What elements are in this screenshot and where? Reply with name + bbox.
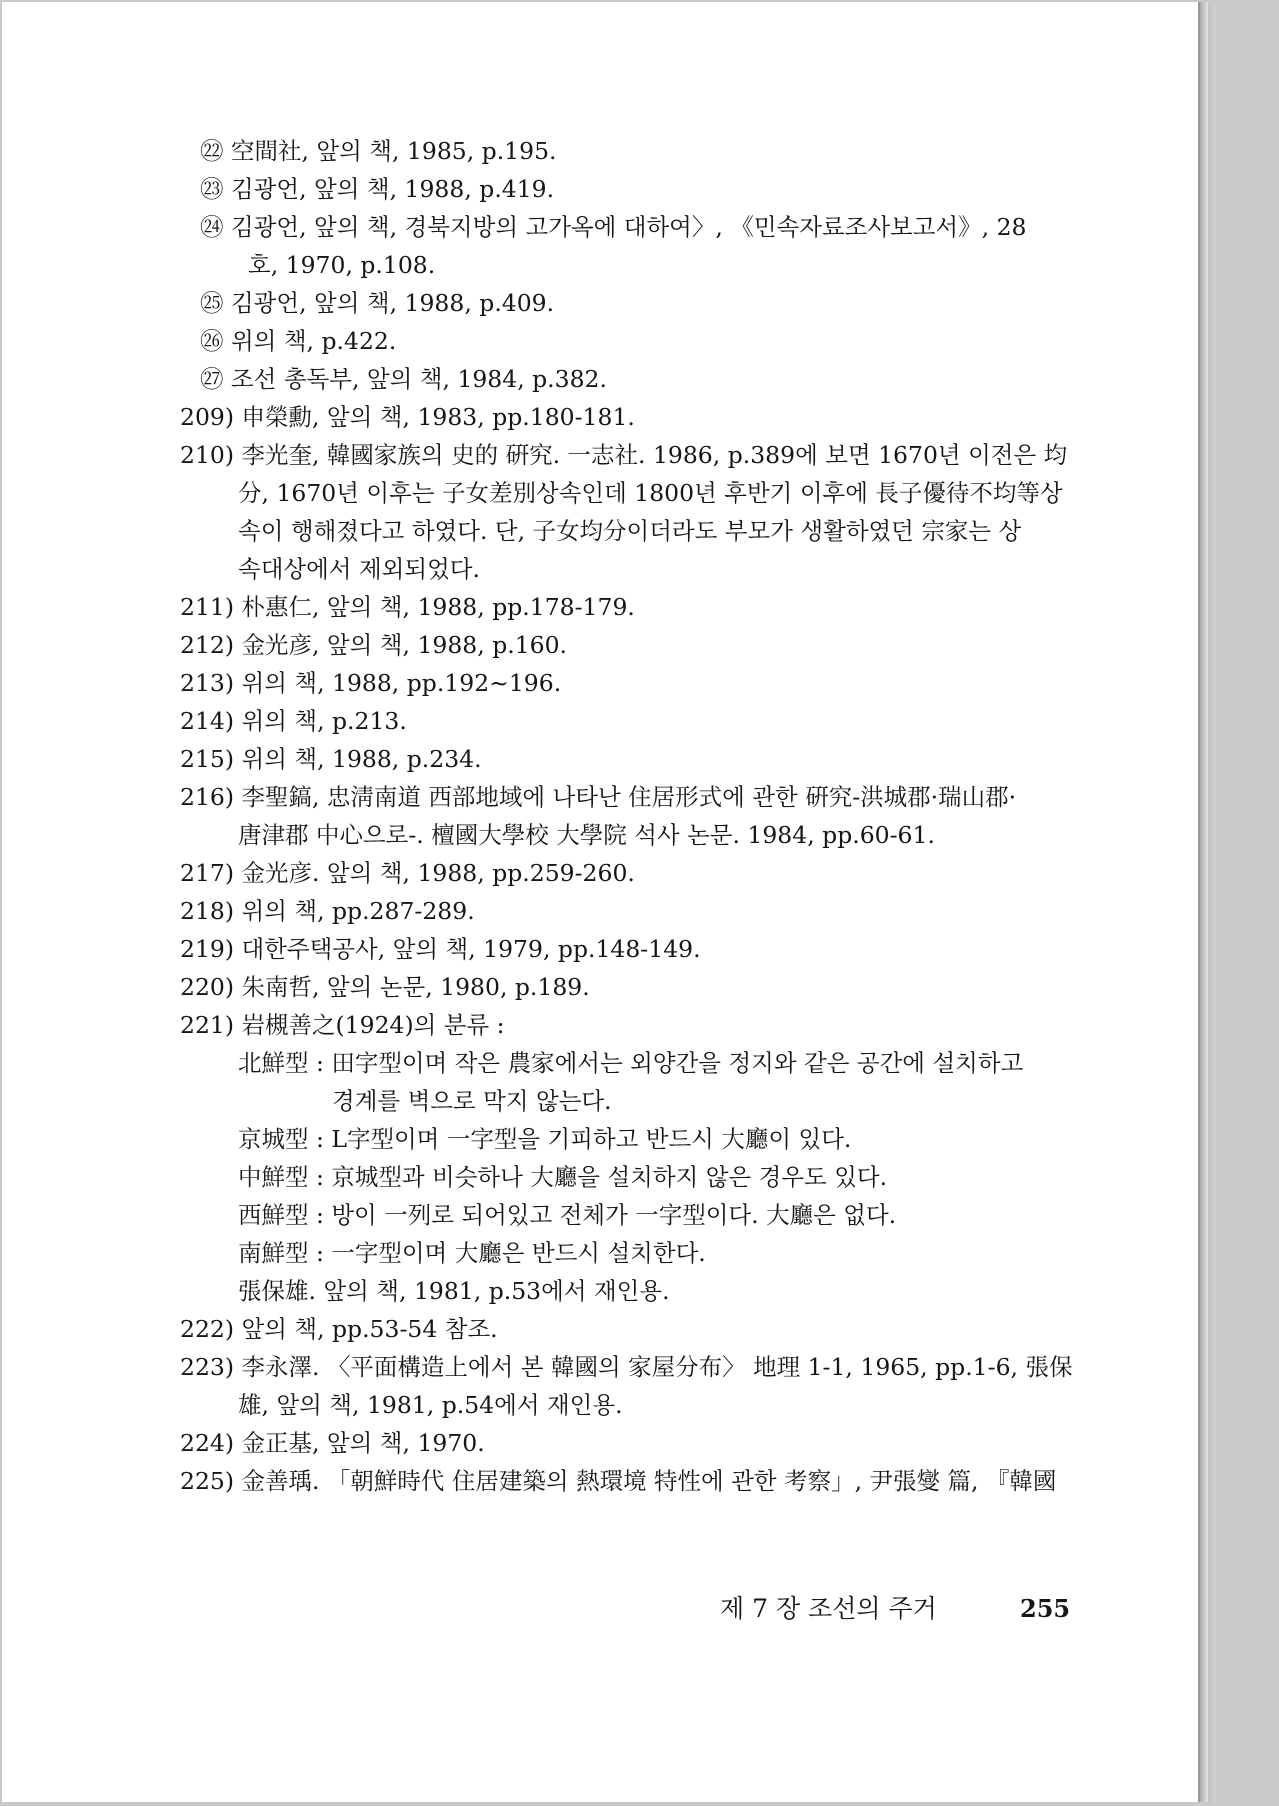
footnote-210-line3: 속이 행해졌다고 하였다. 단, 子女均分이더라도 부모가 생활하였던 宗家는 상: [238, 517, 1022, 545]
footnote-27: ㉗ 조선 총독부, 앞의 책, 1984, p.382.: [200, 365, 607, 393]
book-page: [2, 2, 1198, 1802]
footnote-211: 211) 朴惠仁, 앞의 책, 1988, pp.178-179.: [180, 593, 635, 621]
footnote-213: 213) 위의 책, 1988, pp.192~196.: [180, 669, 562, 697]
page-number: 255: [1020, 1594, 1071, 1623]
footnote-224: 224) 金正基, 앞의 책, 1970.: [180, 1429, 485, 1457]
page-fold-shadow: [1198, 2, 1208, 1802]
footnote-225: 225) 金善瑀. 「朝鮮時代 住居建築의 熱環境 特性에 관한 考察」, 尹張燮 篇, 『韓國: [180, 1467, 1057, 1495]
footnote-221-seoul-type: 京城型 : L字型이며 一字型을 기피하고 반드시 大廳이 있다.: [238, 1125, 852, 1153]
footnote-23: ㉓ 김광언, 앞의 책, 1988, p.419.: [200, 175, 555, 203]
footnote-216-line2: 唐津郡 中心으로-. 檀國大學校 大學院 석사 논문. 1984, pp.60-61.: [238, 821, 935, 849]
footnote-24-line1: ㉔ 김광언, 앞의 책, 경북지방의 고가옥에 대하여〉, 《민속자료조사보고서》, 28: [200, 213, 1027, 241]
footnote-223-line1: 223) 李永澤. 〈平面構造上에서 본 韓國의 家屋分布〉 地理 1-1, 1965, pp.1-6, 張保: [180, 1353, 1073, 1381]
footnote-221-south-type: 南鮮型 : 一字型이며 大廳은 반드시 설치한다.: [238, 1239, 706, 1267]
footnote-24-line2: 호, 1970, p.108.: [248, 251, 436, 279]
footnote-221-north-type-cont: 경계를 벽으로 막지 않는다.: [332, 1087, 612, 1115]
footnote-26: ㉖ 위의 책, p.422.: [200, 327, 397, 355]
footnote-216-line1: 216) 李聖鎬, 忠淸南道 西部地域에 나타난 住居形式에 관한 硏究-洪城郡·瑞山郡·: [180, 783, 1017, 811]
footnote-218: 218) 위의 책, pp.287-289.: [180, 897, 475, 925]
footnote-220: 220) 朱南哲, 앞의 논문, 1980, p.189.: [180, 973, 590, 1001]
footnote-210-line1: 210) 李光奎, 韓國家族의 史的 硏究. 一志社. 1986, p.389에 보면 1670년 이전은 均: [180, 441, 1068, 469]
footnote-210-line4: 속대상에서 제외되었다.: [238, 555, 480, 583]
footnote-223-line2: 雄, 앞의 책, 1981, p.54에서 재인용.: [238, 1391, 623, 1419]
footnote-217: 217) 金光彦. 앞의 책, 1988, pp.259-260.: [180, 859, 635, 887]
running-footer-chapter: 제 7 장 조선의 주거: [720, 1594, 937, 1623]
footnote-22: ㉒ 空間社, 앞의 책, 1985, p.195.: [200, 137, 557, 165]
footnote-25: ㉕ 김광언, 앞의 책, 1988, p.409.: [200, 289, 555, 317]
footnote-212: 212) 金光彦, 앞의 책, 1988, p.160.: [180, 631, 568, 659]
footnote-222: 222) 앞의 책, pp.53-54 참조.: [180, 1315, 498, 1343]
footnote-221-north-type: 北鮮型 : 田字型이며 작은 農家에서는 외양간을 정지와 같은 공간에 설치하고: [238, 1049, 1024, 1077]
footnote-215: 215) 위의 책, 1988, p.234.: [180, 745, 482, 773]
footnote-210-line2: 分, 1670년 이후는 子女差別상속인데 1800년 후반기 이후에 長子優待不均等상: [238, 479, 1063, 507]
footnote-221: 221) 岩槻善之(1924)의 분류 :: [180, 1011, 505, 1039]
footnote-219: 219) 대한주택공사, 앞의 책, 1979, pp.148-149.: [180, 935, 701, 963]
footnote-221-source: 張保雄. 앞의 책, 1981, p.53에서 재인용.: [238, 1277, 670, 1305]
footnote-209: 209) 申榮勳, 앞의 책, 1983, pp.180-181.: [180, 403, 635, 431]
footnote-214: 214) 위의 책, p.213.: [180, 707, 407, 735]
footnote-221-west-type: 西鮮型 : 방이 一列로 되어있고 전체가 一字型이다. 大廳은 없다.: [238, 1201, 897, 1229]
footnote-221-central-type: 中鮮型 : 京城型과 비슷하나 大廳을 설치하지 않은 경우도 있다.: [238, 1163, 888, 1191]
